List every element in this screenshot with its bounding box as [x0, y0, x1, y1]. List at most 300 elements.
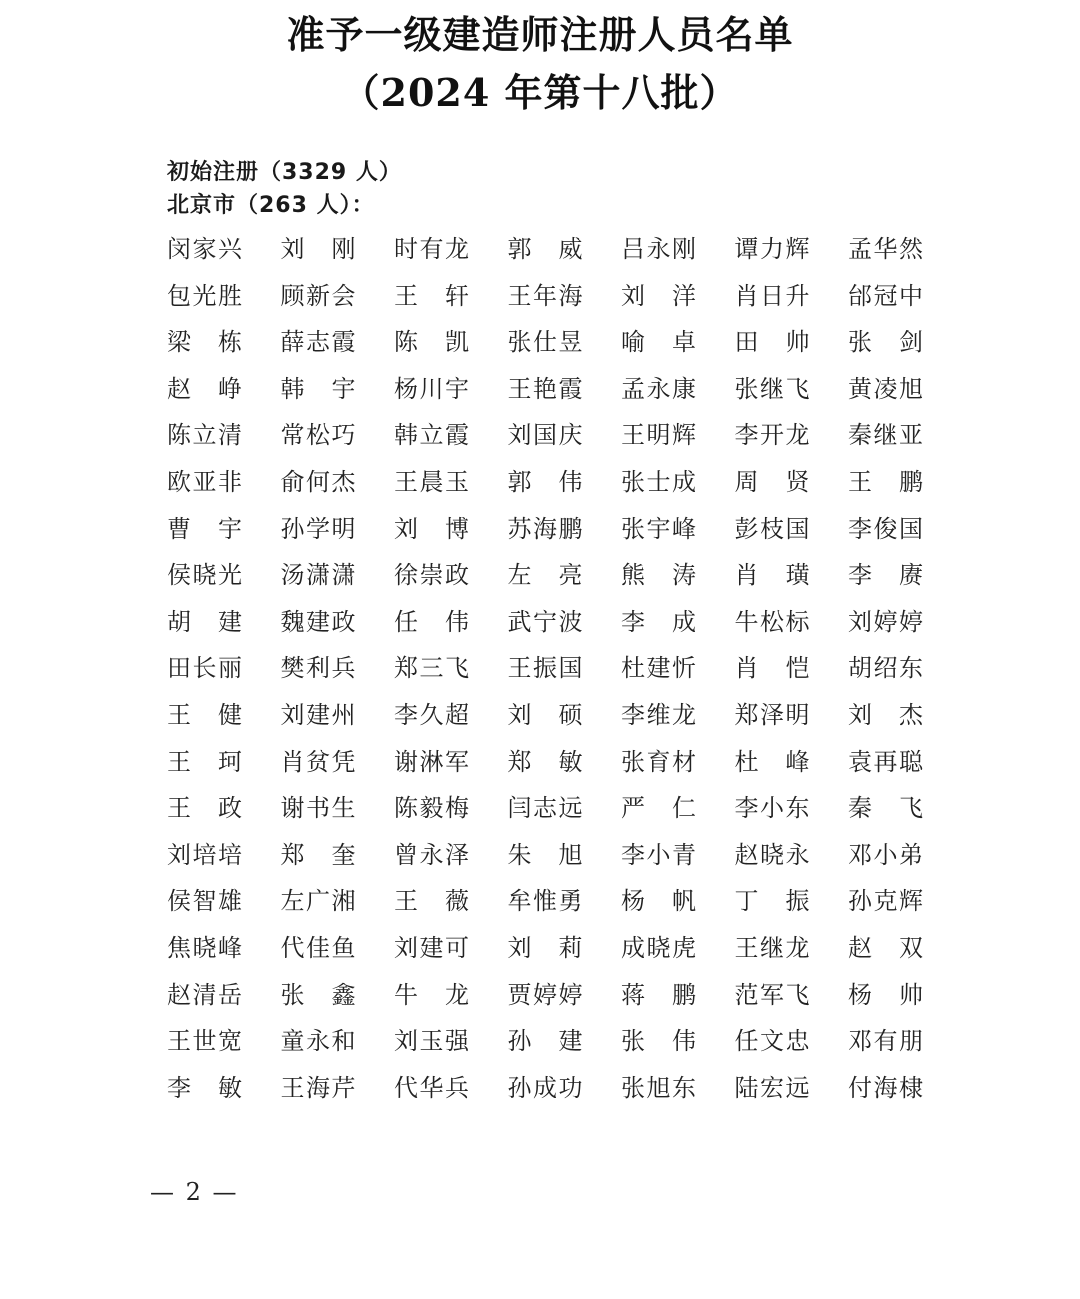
name-char: 黄 [848, 374, 872, 403]
name-char: 明 [646, 421, 671, 450]
name-cell [394, 372, 469, 419]
name-char: 松 [306, 421, 330, 450]
name-cell [394, 698, 469, 745]
name-cell [281, 279, 356, 326]
name-char: 任 [394, 607, 418, 636]
name-char: 佳 [306, 933, 330, 962]
name-char: 喻 [621, 328, 645, 357]
name-cell [167, 1071, 242, 1118]
name-char: 丽 [218, 654, 242, 683]
name-char: 刚 [672, 235, 696, 263]
name-cell [281, 232, 356, 279]
name-char: 栋 [218, 328, 242, 357]
name-char: 可 [445, 933, 469, 962]
name-char: 康 [672, 374, 696, 403]
name-char: 郑 [734, 700, 759, 729]
name-char: 光 [192, 281, 217, 310]
name-char: 小 [646, 840, 671, 869]
name-char: 兵 [331, 654, 356, 683]
name-char: 亚 [192, 467, 217, 496]
name-char: 孙 [507, 1027, 532, 1056]
name-char: 玉 [445, 467, 469, 496]
name-char: 秦 [848, 794, 872, 823]
name-cell [848, 1071, 923, 1118]
name-char: 辉 [785, 235, 810, 263]
name-char: 泽 [760, 700, 784, 729]
name-char: 政 [445, 561, 469, 590]
name-cell [508, 558, 583, 605]
name-char: 材 [672, 747, 696, 776]
name-cell [508, 745, 583, 792]
name-cell [621, 512, 696, 559]
name-cell [394, 512, 469, 559]
name-cell [508, 279, 583, 326]
name-char: 武 [507, 607, 532, 636]
name-cell [167, 605, 242, 652]
name-cell [394, 791, 469, 838]
name-char: 莉 [558, 933, 583, 962]
name-cell [735, 698, 810, 745]
name-char: 世 [192, 1027, 217, 1056]
name-char: 学 [306, 514, 330, 543]
name-char: 明 [785, 700, 810, 729]
name-cell [281, 1071, 356, 1118]
name-char: 超 [445, 700, 469, 729]
name-char: 童 [280, 1027, 305, 1056]
name-char: 薛 [280, 328, 305, 357]
name-cell [508, 418, 583, 465]
name-char: 伟 [445, 607, 469, 636]
name-char: 郑 [280, 840, 305, 869]
name-cell [735, 465, 810, 512]
document-subtitle-batch: （2024 年第十八批） [341, 70, 739, 115]
name-char: 政 [218, 794, 242, 823]
name-char: 国 [899, 514, 923, 543]
name-cell [281, 698, 356, 745]
name-cell [735, 745, 810, 792]
name-cell [848, 232, 923, 279]
name-cell [394, 279, 469, 326]
name-char: 立 [419, 421, 444, 450]
name-char: 婷 [558, 980, 583, 1009]
name-char: 曹 [167, 514, 191, 543]
name-cell [848, 791, 923, 838]
name-char: 非 [218, 467, 242, 496]
name-cell [394, 418, 469, 465]
name-cell [281, 558, 356, 605]
name-char: 李 [621, 700, 645, 729]
name-char: 龙 [785, 933, 810, 962]
name-cell [735, 884, 810, 931]
name-char: 贤 [785, 467, 810, 496]
name-cell [508, 791, 583, 838]
name-cell [735, 1071, 810, 1118]
name-char: 杨 [621, 887, 645, 916]
name-cell [508, 931, 583, 978]
name-char: 王 [734, 933, 759, 962]
name-char: 晨 [419, 467, 444, 496]
name-char: 永 [646, 235, 671, 263]
name-cell [167, 1024, 242, 1071]
name-char: 宇 [218, 514, 242, 543]
name-cell [508, 1071, 583, 1118]
name-char: 凯 [445, 328, 469, 357]
name-cell [848, 558, 923, 605]
name-char: 璜 [785, 561, 810, 590]
name-char: 肖 [734, 561, 759, 590]
name-char: 继 [873, 421, 898, 450]
name-char: 左 [507, 561, 532, 590]
name-char: 书 [306, 794, 330, 823]
name-char: 利 [306, 654, 330, 683]
name-char: 左 [280, 887, 305, 916]
name-char: 赓 [899, 561, 923, 590]
name-char: 国 [558, 654, 583, 683]
name-cell [735, 931, 810, 978]
name-char: 洋 [672, 281, 696, 310]
name-cell [281, 418, 356, 465]
name-char: 标 [785, 607, 810, 636]
name-char: 兵 [445, 1073, 469, 1102]
name-cell [735, 1024, 810, 1071]
name-char: 郭 [507, 235, 532, 263]
name-char: 小 [760, 794, 784, 823]
name-char: 婷 [533, 980, 557, 1009]
name-char: 郑 [394, 654, 418, 683]
name-cell [167, 931, 242, 978]
name-char: 晓 [646, 933, 671, 962]
name-char: 牟 [507, 887, 532, 916]
name-char: 鑫 [331, 980, 356, 1009]
name-cell [848, 465, 923, 512]
name-char: 侯 [167, 887, 191, 916]
name-char: 付 [848, 1073, 872, 1102]
name-char: 东 [672, 1073, 696, 1102]
name-char: 帆 [672, 887, 696, 916]
name-char: 潇 [306, 561, 330, 590]
name-cell [621, 791, 696, 838]
name-cell [281, 978, 356, 1025]
name-char: 建 [218, 607, 242, 636]
name-char: 年 [533, 281, 557, 310]
name-char: 陈 [394, 794, 418, 823]
name-char: 辉 [899, 887, 923, 916]
name-char: 威 [558, 235, 583, 263]
name-char: 张 [507, 328, 532, 357]
name-char: 亮 [558, 561, 583, 590]
name-cell [621, 698, 696, 745]
name-char: 飞 [785, 980, 810, 1009]
name-char: 刘 [394, 1027, 418, 1056]
name-cell [394, 465, 469, 512]
name-char: 田 [167, 654, 191, 683]
name-char: 王 [848, 467, 872, 496]
name-char: 海 [533, 514, 557, 543]
name-cell [735, 605, 810, 652]
name-cell [508, 232, 583, 279]
name-char: 宁 [533, 607, 557, 636]
name-char: 旭 [899, 374, 923, 403]
name-char: 刘 [848, 700, 872, 729]
name-char: 刘 [507, 700, 532, 729]
name-cell [621, 325, 696, 372]
name-char: 育 [646, 747, 671, 776]
name-char: 刘 [507, 421, 532, 450]
name-char: 凌 [873, 374, 898, 403]
name-char: 王 [507, 281, 532, 310]
name-char: 任 [734, 1027, 759, 1056]
name-char: 冠 [873, 281, 898, 310]
name-char: 邓 [848, 840, 872, 869]
name-cell [735, 418, 810, 465]
name-char: 军 [445, 747, 469, 776]
name-char: 苏 [507, 514, 532, 543]
name-char: 代 [394, 1073, 418, 1102]
name-char: 聪 [899, 747, 923, 776]
name-cell [621, 1071, 696, 1118]
name-char: 士 [646, 467, 671, 496]
name-cell [167, 325, 242, 372]
name-char: 宇 [445, 374, 469, 403]
name-char: 韩 [280, 374, 305, 403]
name-char: 强 [445, 1027, 469, 1056]
name-char: 薇 [445, 887, 469, 916]
name-char: 飞 [785, 374, 810, 403]
name-char: 胡 [167, 607, 191, 636]
name-char: 侯 [167, 561, 191, 590]
name-char: 魏 [280, 607, 305, 636]
name-char: 力 [760, 235, 784, 263]
name-char: 刘 [280, 235, 305, 263]
name-char: 贾 [507, 980, 532, 1009]
name-char: 继 [760, 933, 784, 962]
name-char: 陆 [734, 1073, 759, 1102]
name-char: 敏 [218, 1073, 242, 1102]
name-char: 赵 [167, 374, 191, 403]
name-char: 国 [533, 421, 557, 450]
name-char: 棣 [899, 1073, 923, 1102]
name-char: 培 [192, 840, 217, 869]
name-char: 朱 [507, 840, 532, 869]
name-char: 华 [419, 1073, 444, 1102]
name-char: 州 [331, 700, 356, 729]
name-char: 艳 [533, 374, 557, 403]
name-char: 峰 [672, 514, 696, 543]
name-char: 继 [760, 374, 784, 403]
name-char: 范 [734, 980, 759, 1009]
name-cell [508, 884, 583, 931]
name-cell [394, 884, 469, 931]
name-cell [735, 372, 810, 419]
name-char: 王 [167, 747, 191, 776]
name-char: 龙 [672, 700, 696, 729]
name-char: 王 [167, 794, 191, 823]
name-char: 波 [558, 607, 583, 636]
name-char: 李 [621, 840, 645, 869]
name-char: 毅 [419, 794, 444, 823]
name-cell [281, 512, 356, 559]
name-cell [621, 465, 696, 512]
name-char: 韩 [394, 421, 418, 450]
name-char: 忻 [672, 654, 696, 683]
name-char: 刘 [394, 933, 418, 962]
name-char: 谢 [394, 747, 418, 776]
name-char: 功 [558, 1073, 583, 1102]
name-char: 谢 [280, 794, 305, 823]
name-char: 建 [306, 607, 330, 636]
name-char: 王 [167, 700, 191, 729]
name-char: 奎 [331, 840, 356, 869]
name-cell [848, 372, 923, 419]
name-char: 岳 [218, 980, 242, 1009]
name-char: 成 [672, 607, 696, 636]
name-char: 成 [533, 1073, 557, 1102]
name-char: 吕 [621, 235, 645, 263]
name-cell [735, 232, 810, 279]
name-cell [735, 978, 810, 1025]
name-char: 成 [621, 933, 645, 962]
name-char: 王 [394, 281, 418, 310]
name-char: 峰 [218, 933, 242, 962]
name-char: 熊 [621, 561, 645, 590]
name-cell [167, 512, 242, 559]
name-char: 三 [419, 654, 444, 683]
name-char: 绍 [873, 654, 898, 683]
name-char: 张 [621, 1027, 645, 1056]
name-char: 牛 [734, 607, 759, 636]
name-char: 樊 [280, 654, 305, 683]
name-char: 辉 [672, 421, 696, 450]
name-char: 立 [192, 421, 217, 450]
name-cell [735, 512, 810, 559]
name-char: 崇 [419, 561, 444, 590]
name-char: 帅 [785, 328, 810, 357]
name-char: 谭 [734, 235, 759, 263]
name-char: 刘 [507, 933, 532, 962]
name-char: 龙 [445, 235, 469, 263]
name-char: 婷 [899, 607, 923, 636]
name-char: 宇 [331, 374, 356, 403]
name-cell [735, 325, 810, 372]
name-char: 志 [306, 328, 330, 357]
name-char: 王 [507, 374, 532, 403]
names-table [167, 232, 927, 1117]
name-char: 恺 [785, 654, 810, 683]
name-cell [281, 931, 356, 978]
name-char: 肖 [280, 747, 305, 776]
name-char: 振 [785, 887, 810, 916]
name-char: 明 [331, 514, 356, 543]
name-cell [167, 791, 242, 838]
name-char: 成 [672, 467, 696, 496]
name-char: 孙 [848, 887, 872, 916]
name-char: 雄 [218, 887, 242, 916]
name-char: 智 [192, 887, 217, 916]
name-cell [394, 838, 469, 885]
name-cell [394, 232, 469, 279]
name-char: 日 [760, 281, 784, 310]
name-cell [394, 558, 469, 605]
name-char: 健 [218, 700, 242, 729]
name-char: 梁 [167, 328, 191, 357]
name-cell [735, 279, 810, 326]
name-char: 肖 [734, 281, 759, 310]
name-char: 川 [419, 374, 444, 403]
name-char: 鱼 [331, 933, 356, 962]
name-cell [167, 558, 242, 605]
name-cell [735, 838, 810, 885]
name-cell [848, 745, 923, 792]
name-cell [848, 978, 923, 1025]
name-char: 邓 [848, 1027, 872, 1056]
name-char: 东 [899, 654, 923, 683]
name-cell [621, 558, 696, 605]
name-cell [394, 325, 469, 372]
name-char: 李 [848, 561, 872, 590]
name-cell [621, 931, 696, 978]
name-char: 王 [394, 887, 418, 916]
name-cell [508, 1024, 583, 1071]
name-char: 新 [306, 281, 330, 310]
name-char: 飞 [899, 794, 923, 823]
name-char: 涛 [672, 561, 696, 590]
name-cell [167, 651, 242, 698]
name-char: 时 [394, 235, 418, 263]
name-cell [848, 605, 923, 652]
name-char: 孟 [848, 235, 872, 263]
name-cell [848, 1024, 923, 1071]
name-char: 袁 [848, 747, 872, 776]
name-char: 亚 [899, 421, 923, 450]
name-char: 光 [218, 561, 242, 590]
name-char: 旭 [558, 840, 583, 869]
name-cell [621, 279, 696, 326]
name-char: 霞 [331, 328, 356, 357]
name-char: 田 [734, 328, 759, 357]
name-char: 长 [192, 654, 217, 683]
name-char: 建 [558, 1027, 583, 1056]
name-char: 焦 [167, 933, 191, 962]
name-char: 仕 [533, 328, 557, 357]
name-char: 赵 [848, 933, 872, 962]
name-char: 剑 [899, 328, 923, 357]
name-cell [167, 884, 242, 931]
name-char: 建 [646, 654, 671, 683]
name-cell [848, 651, 923, 698]
name-char: 王 [167, 1027, 191, 1056]
name-char: 李 [394, 700, 418, 729]
name-char: 牛 [394, 980, 418, 1009]
name-char: 虎 [672, 933, 696, 962]
name-char: 昱 [558, 328, 583, 357]
name-char: 何 [306, 467, 330, 496]
name-char: 生 [331, 794, 356, 823]
name-char: 永 [306, 1027, 330, 1056]
name-char: 杰 [899, 700, 923, 729]
page-number: — 2 — [150, 1178, 239, 1206]
name-cell [508, 372, 583, 419]
name-char: 永 [646, 374, 671, 403]
name-char: 包 [167, 281, 191, 310]
name-char: 庆 [558, 421, 583, 450]
name-char: 赵 [167, 980, 191, 1009]
name-char: 凭 [331, 747, 356, 776]
name-char: 龙 [785, 421, 810, 450]
name-char: 远 [558, 794, 583, 823]
name-cell [848, 931, 923, 978]
name-cell [848, 512, 923, 559]
name-cell [167, 838, 242, 885]
